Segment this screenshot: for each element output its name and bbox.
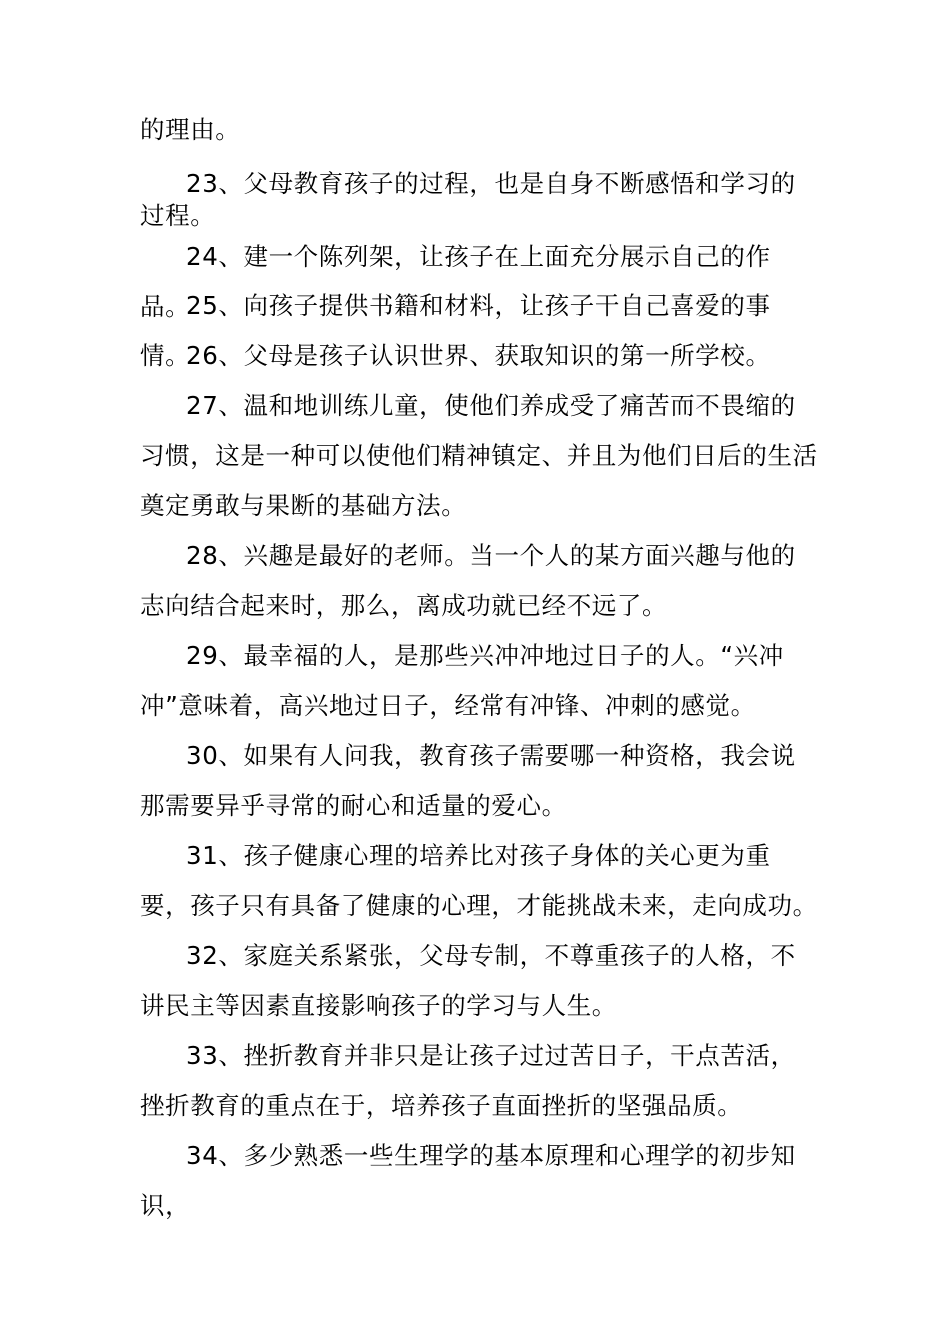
paragraph-26: 26、父母是孩子认识世界、获取知识的第一所学校。 [186,341,771,370]
paragraph-24: 24、建一个陈列架，让孩子在上面充分展示自己的作品。 [140,242,771,321]
document-page [140,0,820,1344]
paragraph-23: 23、父母教育孩子的过程，也是自身不断感悟和学习的过程。 [140,169,796,230]
paragraph-30: 30、如果有人问我，教育孩子需要哪一种资格，我会说那需要异乎寻常的耐心和适量的爱心。 [140,741,796,820]
paragraph-33: 33、挫折教育并非只是让孩子过过苦日子，干点苦活，挫折教育的重点在于，培养孩子直面挫折的坚强品质。 [140,1041,796,1120]
paragraph-27: 27、温和地训练儿童，使他们养成受了痛苦而不畏缩的习惯，这是一种可以使他们精神镇定、并且为他们日后的生活奠定勇敢与果断的基础方法。 [140,391,818,520]
paragraph-34: 34、多少熟悉一些生理学的基本原理和心理学的初步知识， [140,1141,796,1220]
paragraph-28: 28、兴趣是最好的老师。当一个人的某方面兴趣与他的志向结合起来时，那么，离成功就已经不远了。 [140,541,796,620]
paragraph-29: 29、最幸福的人，是那些兴冲冲地过日子的人。“兴冲冲”意味着，高兴地过日子，经常有冲锋、冲刺的感觉。 [140,641,784,720]
paragraph-32: 32、家庭关系紧张，父母专制，不尊重孩子的人格，不讲民主等因素直接影响孩子的学习与人生。 [140,941,796,1020]
paragraph-continuation: 的理由。 [140,115,241,144]
paragraph-25: 25、向孩子提供书籍和材料，让孩子干自己喜爱的事情。 [140,291,771,370]
paragraph-31: 31、孩子健康心理的培养比对孩子身体的关心更为重要，孩子只有具备了健康的心理，才能挑战未来，走向成功。 [140,841,818,920]
